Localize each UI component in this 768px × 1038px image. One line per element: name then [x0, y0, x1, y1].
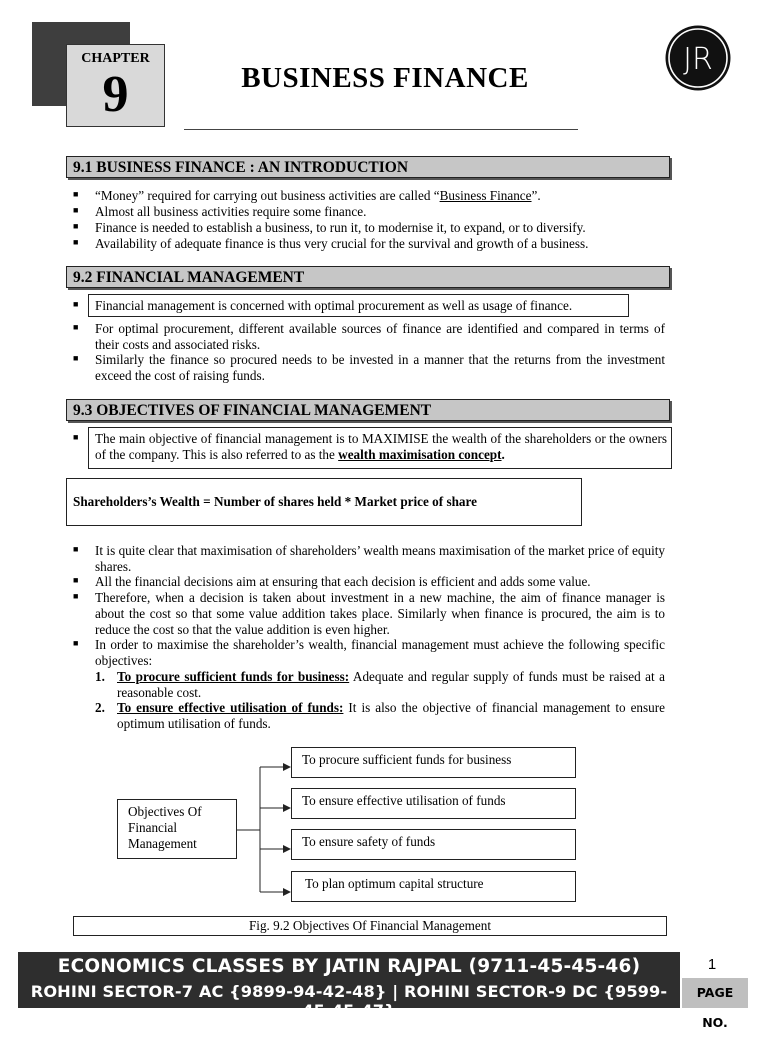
sec2-bullet-1: Financial management is concerned with optimal procurement as well as usage of finance. — [95, 298, 573, 313]
objective-2-number: 2. — [95, 700, 105, 715]
svg-text:JR: JR — [683, 42, 713, 77]
footer-line-1: ECONOMICS CLASSES BY JATIN RAJPAL (9711-45-45-46) — [57, 956, 641, 977]
sec1-bullet-3: Finance is needed to establish a business, to run it, to modernise it, to expand, or to diversify. — [95, 220, 586, 235]
sec1-bullet-2: Almost all business activities require some finance. — [95, 204, 367, 219]
sec3-bullet-3: All the financial decisions aim at ensuring that each decision is efficient and adds some value. — [95, 574, 591, 589]
bullet-icon: ■ — [73, 299, 79, 309]
chapter-number: 9 — [102, 66, 129, 123]
sec1-bullet-4: Availability of adequate finance is thus very crucial for the survival and growth of a business. — [95, 236, 589, 251]
bullet-icon: ■ — [73, 432, 79, 442]
section-heading-9-1: 9.1 BUSINESS FINANCE : AN INTRODUCTION — [66, 156, 670, 178]
bullet-icon: ■ — [73, 353, 79, 363]
diagram-branch-4: To plan optimum capital structure — [291, 871, 576, 902]
bullet-icon: ■ — [73, 575, 79, 585]
page-title: BUSINESS FINANCE — [241, 62, 529, 94]
page-number-label: PAGE NO. — [682, 978, 748, 1008]
sec3-bullet-5: In order to maximise the shareholder’s wealth, financial management must achieve the following specific objectives: — [95, 637, 665, 668]
sec3-bullet-4: Therefore, when a decision is taken about investment in a new machine, the aim of finance manager is about the cost so that some value addition takes place. Similarly when finance is procured, the aim is to reduce the cost so that the value addition is even higher. — [95, 590, 665, 637]
section-heading-9-2: 9.2 FINANCIAL MANAGEMENT — [66, 266, 670, 288]
footer-banner — [18, 952, 680, 1020]
objective-1-number: 1. — [95, 669, 105, 684]
bullet-icon: ■ — [73, 221, 79, 231]
section-heading-9-3: 9.3 OBJECTIVES OF FINANCIAL MANAGEMENT — [66, 399, 670, 421]
sec1-bullet-1: “Money” required for carrying out business activities are called “Business Finance”. — [95, 188, 541, 203]
bullet-icon: ■ — [73, 237, 79, 247]
diagram-branch-2: To ensure effective utilisation of funds — [291, 788, 576, 819]
bullet-icon: ■ — [73, 205, 79, 215]
objective-2: To ensure effective utilisation of funds: It is also the objective of financial management to ensure optimum utilisation of funds. — [117, 700, 665, 731]
bullet-icon: ■ — [73, 322, 79, 332]
bullet-icon: ■ — [73, 638, 79, 648]
sec3-bullet-2: It is quite clear that maximisation of shareholders’ wealth means maximisation of the market price of equity shares. — [95, 543, 665, 574]
wealth-formula: Shareholders’s Wealth = Number of shares held * Market price of share — [73, 494, 477, 509]
figure-caption: Fig. 9.2 Objectives Of Financial Management — [73, 916, 667, 936]
bullet-icon: ■ — [73, 591, 79, 601]
diagram-root-box: Objectives Of Financial Management — [117, 799, 237, 859]
sec2-bullet-3: Similarly the finance so procured needs to be invested in a manner that the returns from the investment exceed the cost of raising funds. — [95, 352, 665, 383]
bullet-icon: ■ — [73, 189, 79, 199]
sec2-bullet-2: For optimal procurement, different available sources of finance are identified and compared in terms of their costs and associated risks. — [95, 321, 665, 352]
footer-line-2: ROHINI SECTOR-7 AC {9899-94-42-48} | ROHINI SECTOR-9 DC {9599-45-45-47} — [30, 982, 668, 1020]
diagram-branch-3: To ensure safety of funds — [291, 829, 576, 860]
objective-1: To procure sufficient funds for business: Adequate and regular supply of funds must be raised at a reasonable cost. — [117, 669, 665, 700]
sec3-bullet-1: The main objective of financial management is to MAXIMISE the wealth of the shareholders or the owners of the company. This is also referred to as the wealth maximisation concept. — [95, 431, 667, 462]
page-number: 1 — [707, 956, 717, 973]
diagram-branch-1: To procure sufficient funds for business — [291, 747, 576, 778]
chapter-label: CHAPTER — [81, 51, 150, 66]
bullet-icon: ■ — [73, 544, 79, 554]
